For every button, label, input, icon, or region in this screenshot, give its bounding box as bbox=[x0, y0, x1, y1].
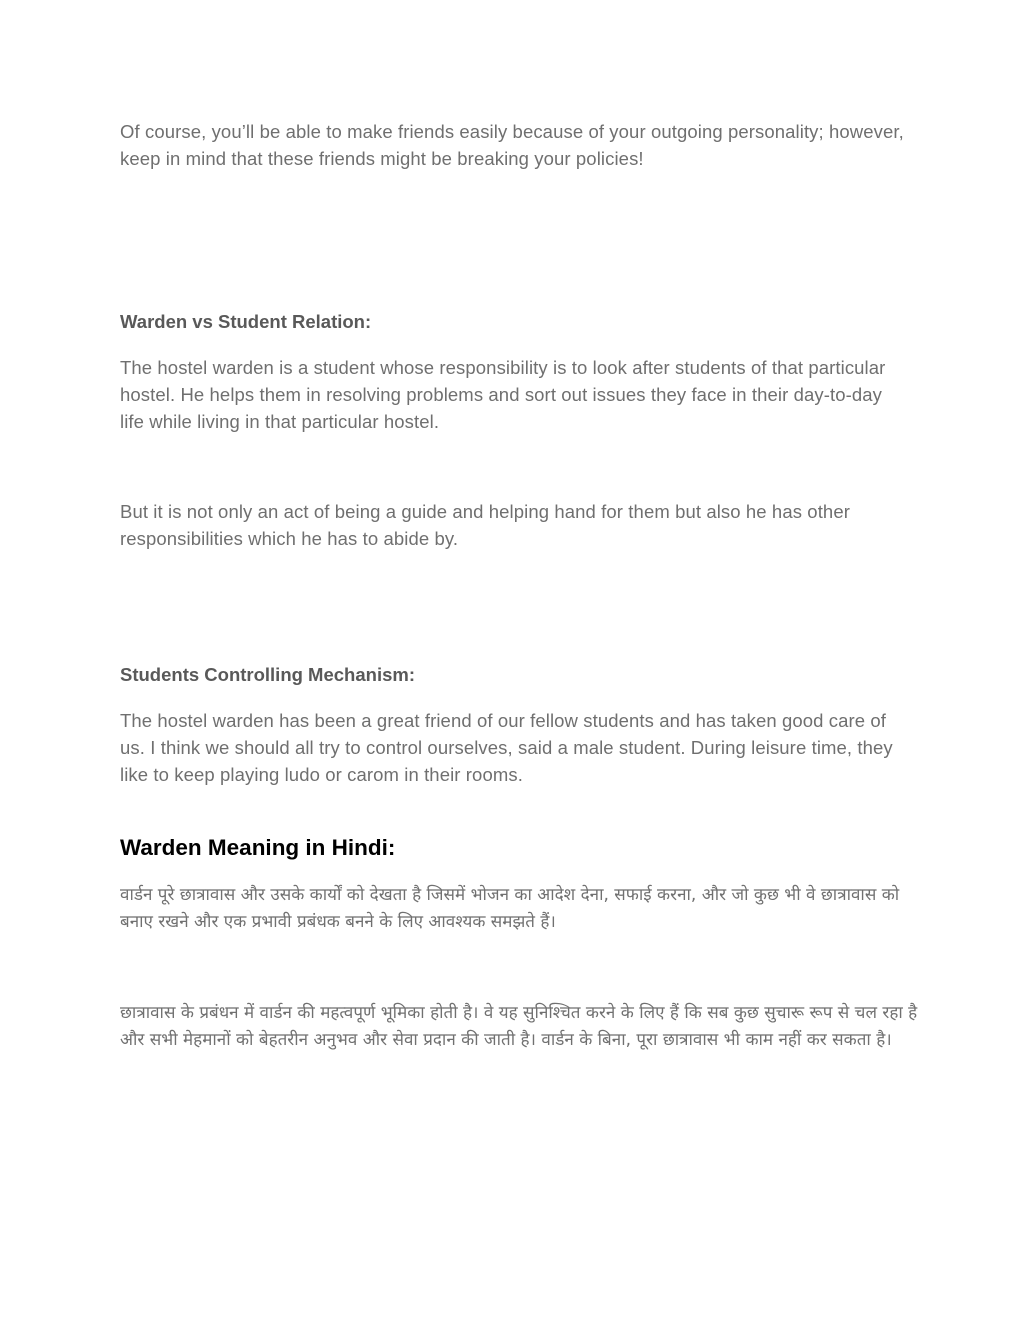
heading-warden-meaning-hindi: Warden Meaning in Hindi: bbox=[120, 835, 396, 860]
paragraph-warden-responsibility: The hostel warden is a student whose responsibility is to look after students of that particular hostel. He helps them in resolving problems and sort out issues they face in their day-to-day life while living in that particular hostel. bbox=[120, 357, 886, 432]
paragraph-friends: Of course, you’ll be able to make friends easily because of your outgoing personality; however, keep in mind that these friends might be breaking your policies! bbox=[120, 121, 904, 169]
paragraph-other-responsibilities: But it is not only an act of being a guide and helping hand for them but also he has other responsibilities which he has to abide by. bbox=[120, 501, 850, 549]
heading-students-controlling-mechanism: Students Controlling Mechanism: bbox=[120, 664, 415, 685]
paragraph-hindi-1: वार्डन पूरे छात्रावास और उसके कार्यों को देखता है जिसमें भोजन का आदेश देना, सफाई करना, और जो कुछ भी वे छात्रावास को बनाए रखने और एक प्रभावी प्रबंधक बनने के लिए आवश्यक समझते हैं। bbox=[120, 885, 900, 932]
paragraph-student-quote: The hostel warden has been a great friend of our fellow students and has taken good care of us. I think we should all try to control ourselves, said a male student. During leisure time, they like to keep playing ludo or carom in their rooms. bbox=[120, 710, 893, 785]
paragraph-hindi-2: छात्रावास के प्रबंधन में वार्डन की महत्वपूर्ण भूमिका होती है। वे यह सुनिश्चित करने के लिए हैं कि सब कुछ सुचारू रूप से चल रहा है और सभी मेहमानों को बेहतरीन अनुभव और सेवा प्रदान की जाती है। वार्डन के बिना, पूरा छात्रावास भी काम नहीं कर सकता है। bbox=[120, 1003, 918, 1050]
heading-warden-student-relation: Warden vs Student Relation: bbox=[120, 311, 372, 332]
